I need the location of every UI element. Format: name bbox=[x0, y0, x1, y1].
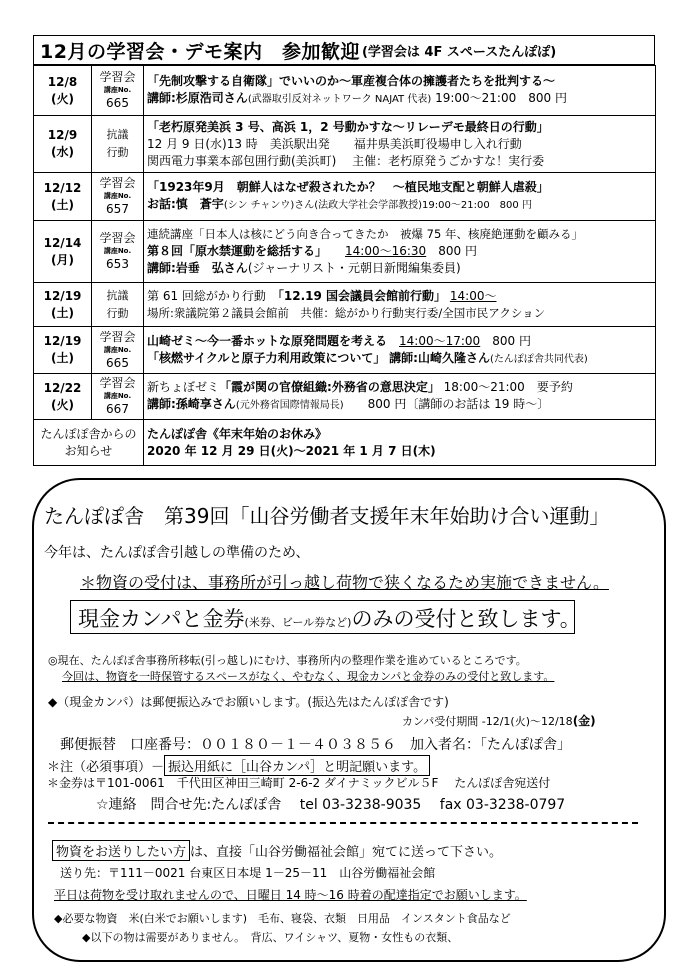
table-row bbox=[34, 116, 656, 173]
campaign-intro: 今年は、たんぽぽ舎引越しの準備のため、 bbox=[44, 545, 310, 561]
detail-cell: 第 61 回総がかり行動 「12.19 国会議員会館前行動」 14:00～ 場所:衆議院第２議員会館前 共催：総がかり行動実行委/全国市民アクション bbox=[144, 283, 656, 327]
table-row bbox=[34, 173, 656, 221]
donation-period: カンパ受付期間 -12/1(火)～12/18(金) bbox=[402, 714, 596, 728]
date-cell: 12/9 (水) bbox=[34, 116, 92, 173]
title-main: 12月の学習会・デモ案内 参加歓迎 bbox=[40, 40, 360, 63]
table-row bbox=[34, 374, 656, 420]
date-cell: 12/19 (土) bbox=[34, 283, 92, 327]
transfer-info: ◆（現金カンパ）は郵便振込みでお願いします。(振込先はたんぽぽ舎です) bbox=[48, 695, 449, 709]
type-cell: 抗議 行動 bbox=[92, 283, 144, 327]
goods-instruction: 物資をお送りしたい方 は、直接「山谷労働福祉会館」宛てに送って下さい。 bbox=[52, 840, 502, 861]
date-cell: 12/14 (月) bbox=[34, 221, 92, 283]
type-cell: 学習会 講座No. 667 bbox=[92, 374, 144, 420]
transfer-caution: ＊注（必須事項）－ 振込用紙に［山谷カンパ］と明記願います。 bbox=[47, 755, 430, 776]
type-cell: 学習会 講座No. 657 bbox=[92, 173, 144, 221]
postal-account: 郵便振替 口座番号：００１８０－１－４０３８５６ 加入者名：「たんぽぽ舎」 bbox=[60, 737, 571, 753]
date-cell: 12/12 (土) bbox=[34, 173, 92, 221]
type-cell: 学習会 講座No. 665 bbox=[92, 327, 144, 374]
detail-cell: 「老朽原発美浜 3 号、高浜 1，2 号動かすな～リレーデモ最終日の行動」 12 月 9 日(水)13 時 美浜駅出発 福井県美浜町役場申し入れ行動 関西電力事業本部包囲行動(美浜町) 主催：老朽原発うごかすな！実行委 bbox=[144, 116, 656, 173]
unneeded-goods: ◆以下の物は需要がありません。 背広、ワイシャツ、夏物・女性もの衣類、 bbox=[82, 931, 459, 944]
notice-label: たんぽぽ舎からの お知らせ bbox=[34, 420, 144, 466]
cash-only-notice: 現金カンパと金券(米券、ビール券など)のみの受付と致します。 bbox=[78, 607, 581, 631]
table-row bbox=[34, 283, 656, 327]
goods-address: 送り先：〒111－0021 台東区日本堤 1－25－11 山谷労働福祉会館 bbox=[60, 866, 436, 880]
date-cell: 12/19 (土) bbox=[34, 327, 92, 374]
ticket-address: ＊金券は〒101-0061 千代田区神田三崎町 2-6-2 ダイナミックビル５F たんぽぽ舎宛送付 bbox=[47, 776, 551, 790]
notice-cell: たんぽぽ舎《年末年始のお休み》 2020 年 12 月 29 日(火)～2021 年 1 月 7 日(木) bbox=[144, 420, 656, 466]
delivery-note: 平日は荷物を受け取れませんので、日曜日 14 時～16 時着の配達指定でお願いします。 bbox=[54, 888, 527, 902]
table-row bbox=[34, 66, 656, 116]
contact-info: ☆連絡 問合せ先:たんぽぽ舎 tel 03-3238-9035 fax 03-3238-0797 bbox=[96, 797, 566, 813]
note-relocation: ◎現在、たんぽぽ舎事務所移転(引っ越し)にむけ、事務所内の整理作業を進めているところです。 bbox=[48, 654, 527, 667]
date-cell: 12/8 (火) bbox=[34, 66, 92, 116]
table-row bbox=[34, 327, 656, 374]
goods-note: ＊物資の受付は、事務所が引っ越し荷物で狭くなるため実施できません。 bbox=[80, 573, 609, 592]
type-cell: 学習会 講座No. 653 bbox=[92, 221, 144, 283]
schedule-table bbox=[33, 65, 656, 466]
title-sub: (学習会は 4F スペースたんぽぽ) bbox=[361, 44, 557, 60]
detail-cell: 「先制攻撃する自衛隊」でいいのか～軍産複合体の擁護者たちを批判する～ 講師:杉原浩司さん(武器取引反対ネットワーク NAJAT 代表) 19:00～21:00 800 円 bbox=[144, 66, 656, 116]
detail-cell: 新ちょぼゼミ「霞が関の官僚組織:外務省の意思決定」 18:00～21:00 要予約 講師:孫崎享さん(元外務省国際情報局長) 800 円〔講師のお話は 19 時～〕 bbox=[144, 374, 656, 420]
page-title bbox=[33, 35, 655, 65]
table-row bbox=[34, 420, 656, 466]
detail-cell: 「1923年9月 朝鮮人はなぜ殺されたか？ ～植民地支配と朝鮮人虐殺」 お話:慎 蒼宇(シン チャンウ)さん(法政大学社会学部教授)19:00～21:00 800 円 bbox=[144, 173, 656, 221]
needed-goods: ◆必要な物資 米(白米でお願いします) 毛布、寝袋、衣類 日用品 インスタント食品など bbox=[54, 912, 511, 925]
date-cell: 12/22 (火) bbox=[34, 374, 92, 420]
campaign-title: たんぽぽ舎 第39回「山谷労働者支援年末年始助け合い運動」 bbox=[44, 504, 610, 528]
note-space: 今回は、物資を一時保管するスペースがなく、やむなく、現金カンパと金券のみの受付と致します。 bbox=[62, 670, 555, 683]
type-cell: 学習会 講座No. 665 bbox=[92, 66, 144, 116]
detail-cell: 連続講座「日本人は核にどう向き合ってきたか 被爆 75 年、核廃絶運動を顧みる」 第８回「原水禁運動を総括する」 14:00～16:30 800 円 講師:岩垂 弘さん(ジャーナリスト・元朝日新聞編集委員) bbox=[144, 221, 656, 283]
type-cell: 抗議 行動 bbox=[92, 116, 144, 173]
table-row bbox=[34, 221, 656, 283]
dashed-divider bbox=[48, 822, 638, 824]
detail-cell: 山崎ゼミ～今一番ホットな原発問題を考える 14:00～17:00 800 円 「核燃サイクルと原子力利用政策について」 講師:山崎久隆さん(たんぽぽ舎共同代表) bbox=[144, 327, 656, 374]
